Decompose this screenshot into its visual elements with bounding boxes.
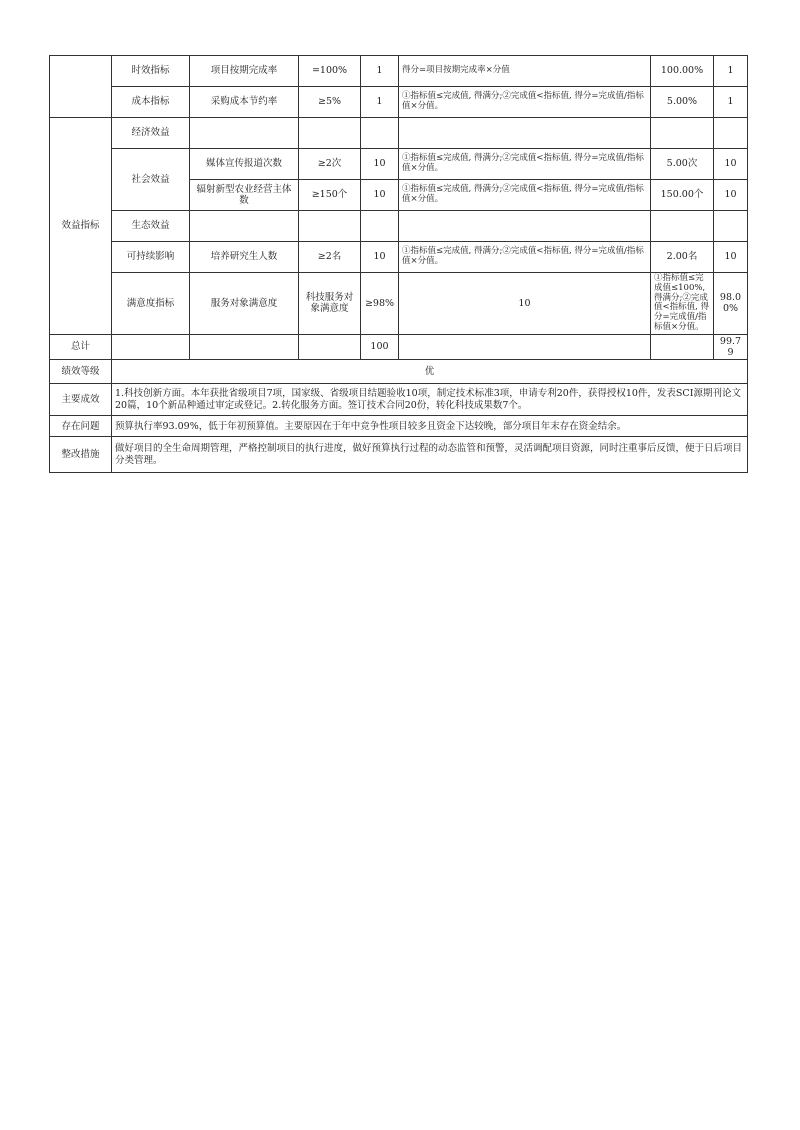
achievements-label: 主要成效 [50,384,112,416]
achievements-text: 1.科技创新方面。本年获批省级项目7项，国家级、省级项目结题验收10项，制定技术标准3项，申请专利20件，获得授权10件，发表SCI源期刊论文20篇，10个新品种通过审定或登记。2.转化服务方面。签订技术合同20份，转化科技成果数7个。 [112,384,748,416]
indicator-name-cell [190,211,299,242]
weight-cell: 10 [361,180,399,211]
sub-indicator-cell: 可持续影响 [112,242,190,273]
category-cell-benefit: 效益指标 [50,118,112,335]
actual-cell [651,211,714,242]
table-row [50,87,748,118]
score-cell: 1 [714,87,748,118]
indicator-name-cell: 培养研究生人数 [190,242,299,273]
grade-row [50,360,748,384]
weight-cell: 10 [399,273,651,335]
weight-cell [361,118,399,149]
weight-cell: 10 [361,149,399,180]
actual-cell: 100.00% [651,56,714,87]
score-cell: 10 [714,242,748,273]
total-score: 99.79 [714,334,748,360]
target-cell: ≥2次 [299,149,361,180]
actual-cell: 2.00名 [651,242,714,273]
weight-cell [361,211,399,242]
table-row [50,242,748,273]
category-cell-output [50,56,112,118]
method-cell [399,118,651,149]
actual-cell [651,118,714,149]
total-weight: 100 [361,334,399,360]
method-cell: ①指标值≤完成值, 得满分;②完成值<指标值, 得分=完成值/指标值×分值。 [399,87,651,118]
actual-cell: 150.00个 [651,180,714,211]
measures-row [50,437,748,473]
measures-text: 做好项目的全生命周期管理，严格控制项目的执行进度，做好预算执行过程的动态监管和预警，灵活调配项目资源，同时注重事后反馈，便于日后项目分类管理。 [112,437,748,473]
grade-value: 优 [112,360,748,384]
total-row [50,334,748,360]
score-cell: 10 [714,180,748,211]
target-cell [299,118,361,149]
table-row [50,211,748,242]
indicator-name-cell: 辐射新型农业经营主体数 [190,180,299,211]
target-cell: ≥150个 [299,180,361,211]
score-cell: 1 [714,56,748,87]
target-cell: ≥2名 [299,242,361,273]
problems-label: 存在问题 [50,416,112,437]
method-cell [399,211,651,242]
method-cell: ①指标值≤完成值, 得满分;②完成值<指标值, 得分=完成值/指标值×分值。 [399,149,651,180]
target-cell: ≥5% [299,87,361,118]
sub-indicator-cell: 社会效益 [112,149,190,211]
indicator-name-cell [190,118,299,149]
actual-cell: 5.00% [651,87,714,118]
weight-cell: 1 [361,87,399,118]
method-cell: ①指标值≤完成值≤100%, 得满分;②完成值<指标值, 得分=完成值/指标值×分值。 [651,273,714,335]
method-cell: ①指标值≤完成值, 得满分;②完成值<指标值, 得分=完成值/指标值×分值。 [399,242,651,273]
score-cell [714,118,748,149]
method-cell: ①指标值≤完成值, 得满分;②完成值<指标值, 得分=完成值/指标值×分值。 [399,180,651,211]
indicator-name-cell: 科技服务对象满意度 [299,273,361,335]
indicator-name-cell: 采购成本节约率 [190,87,299,118]
weight-cell: 10 [361,242,399,273]
total-label: 总计 [50,334,112,360]
grade-label: 绩效等级 [50,360,112,384]
table-row [50,149,748,180]
actual-cell: 5.00次 [651,149,714,180]
sub-indicator-cell: 生态效益 [112,211,190,242]
table-row [50,118,748,149]
performance-table [49,55,748,473]
indicator-name-cell: 媒体宣传报道次数 [190,149,299,180]
category-cell-satisfaction: 满意度指标 [112,273,190,335]
target-cell [299,211,361,242]
measures-label: 整改措施 [50,437,112,473]
score-cell [714,211,748,242]
indicator-name-cell: 项目按期完成率 [190,56,299,87]
method-cell: 得分=项目按期完成率×分值 [399,56,651,87]
sub-indicator-cell: 时效指标 [112,56,190,87]
score-cell: 10 [714,149,748,180]
sub-indicator-cell: 经济效益 [112,118,190,149]
target-cell: =100% [299,56,361,87]
sub-indicator-cell: 服务对象满意度 [190,273,299,335]
weight-cell: 1 [361,56,399,87]
sub-indicator-cell: 成本指标 [112,87,190,118]
table-row [50,56,748,87]
actual-cell: 98.00% [714,273,748,335]
problems-text: 预算执行率93.09%，低于年初预算值。主要原因在于年中竞争性项目较多且资金下达较晚，部分项目年末存在资金结余。 [112,416,748,437]
problems-row [50,416,748,437]
table-row [50,273,748,335]
target-cell: ≥98% [361,273,399,335]
achievements-row [50,384,748,416]
